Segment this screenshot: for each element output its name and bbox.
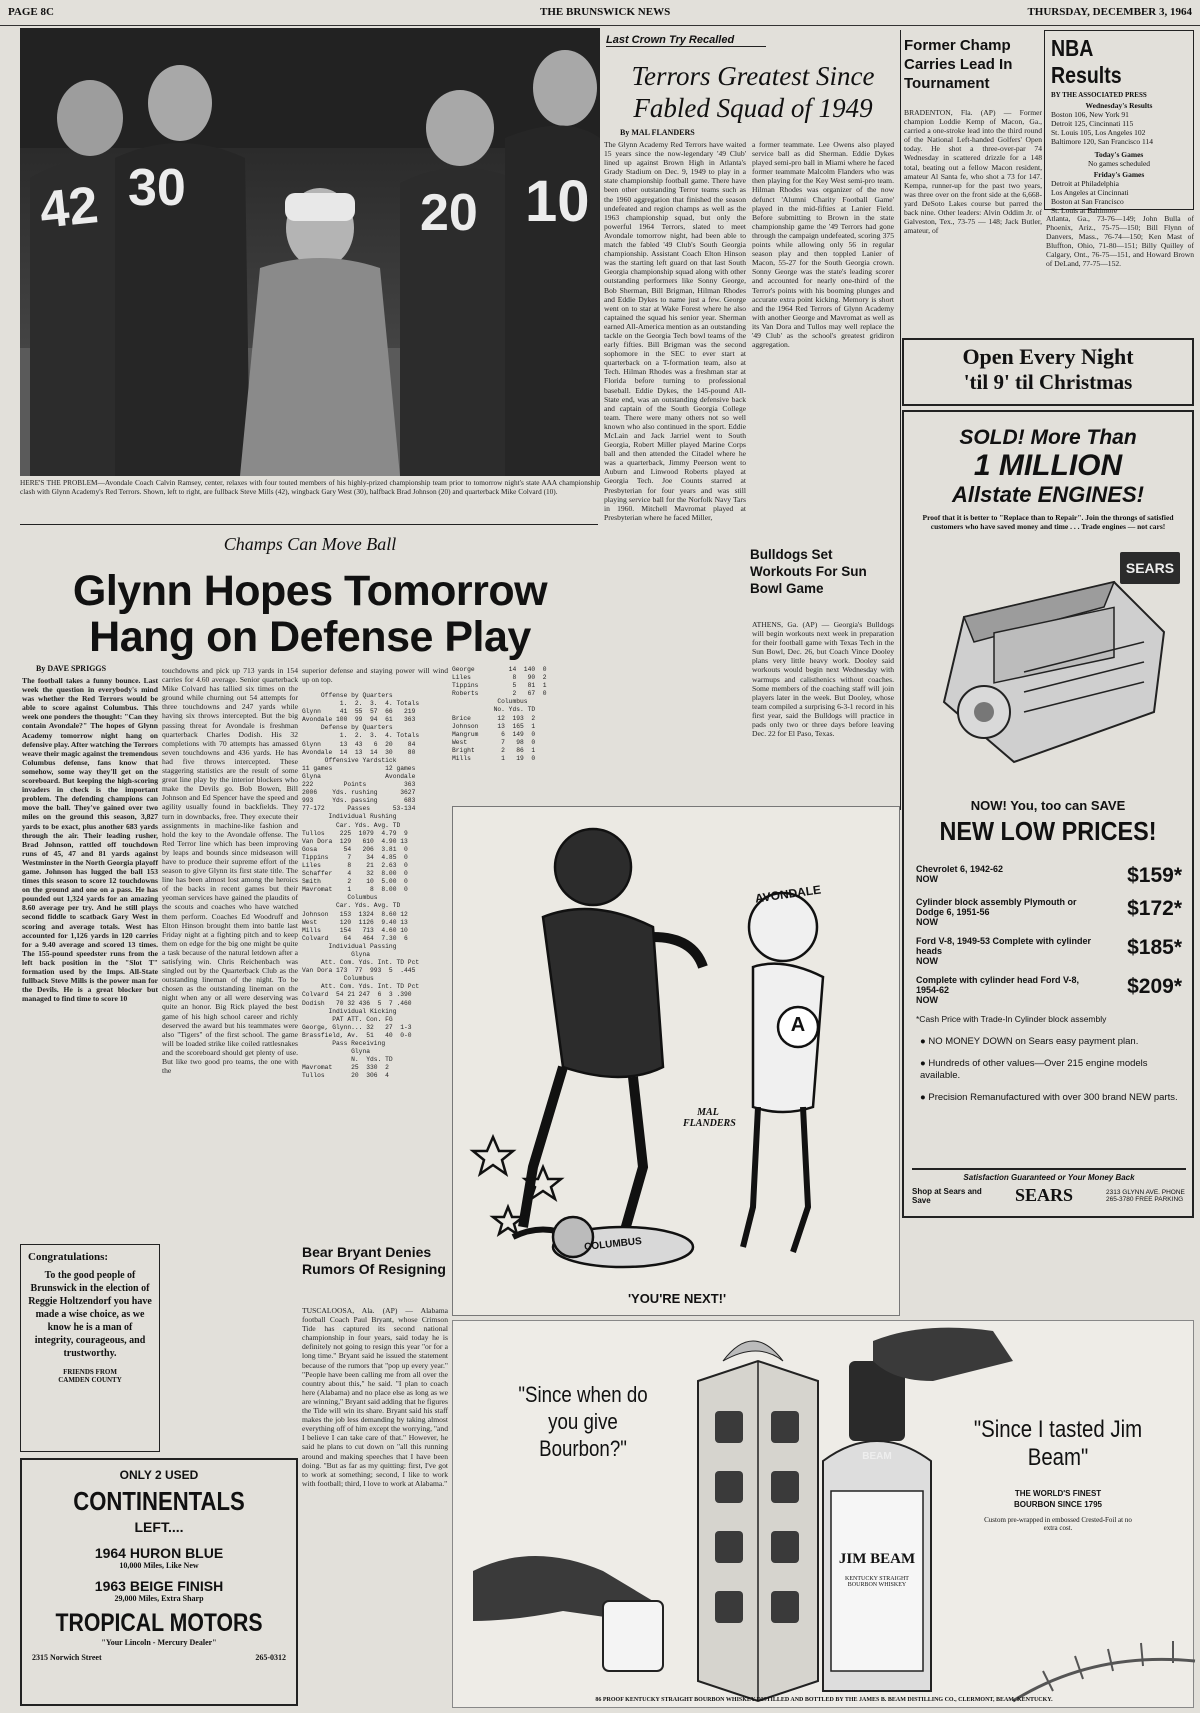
golf-continued: Atlanta, Ga., 73-76—149; John Bulla of Phoenix, Ariz., 75-75—150; Bill Flynn of Danvers, Mass., 76-74—150; Ken Mast of Bluffton, Ohio, 71-80—151; Billy Quilley of Calgary, Ont., 76-75—151, and Howard Brown of DeLand, 77-75—152.: [1046, 214, 1194, 269]
glynn-headline-line2: Hang on Defense Play: [89, 613, 531, 661]
glynn-headline-line1: Glynn Hopes Tomorrow: [72, 567, 548, 615]
nba-game: St. Louis at Baltimore: [1051, 206, 1118, 215]
beam-quote-left: "Since when do you give Bourbon?": [518, 1382, 648, 1461]
beam-label-small: KENTUCKY STRAIGHT BOURBON WHISKEY: [845, 1576, 909, 1588]
price-row: [916, 864, 1182, 888]
nba-byline: BY THE ASSOCIATED PRESS: [1051, 91, 1147, 99]
continentals-car1: 1964 HURON BLUE: [94, 1545, 224, 1561]
golf-body: BRADENTON, Fla. (AP) — Former champion Loddie Kemp of Macon, Ga., carried a one-stroke lead into the third round of the National Left-handed Golfers' Open today. He shot a three-over-par 74 Wednesday in scattered drizzle for a 148 total, beating out a fellow Macon resident, amateur Al Santa fe, who shot a 73 for 147. Kempa, runner-up for the past two years, was three over on the front side at the 6,668-yard DeSoto Lakes course but parred the back nine. Other leaders: Alvin Oddim Jr. of Galveston, Tex., 73-75 — 148; Jack Butler, amateur, of: [904, 108, 1042, 236]
beam-label-main: JIM BEAM: [838, 1551, 916, 1567]
jersey-number: 10: [525, 169, 590, 234]
nba-fri-games: [1051, 179, 1187, 215]
glynn-byline: By DAVE SPRIGGS: [36, 664, 107, 673]
cartoon-signature: MAL FLANDERS: [683, 1107, 736, 1129]
tropical-tagline: "Your Lincoln - Mercury Dealer": [101, 1638, 217, 1647]
tropical-phone: 265-0312: [255, 1653, 286, 1662]
continentals-top: ONLY 2 USED: [119, 1468, 199, 1482]
cartoon-tag-avondale: AVONDALE: [754, 882, 822, 906]
nba-today-heading: Today's Games: [1094, 150, 1144, 159]
nba-game: Detroit at Philadelphia: [1051, 179, 1119, 188]
sears-million-line: 1 MILLION: [973, 449, 1123, 482]
sears-footer: [912, 1168, 1186, 1206]
glynn-kicker: Champs Can Move Ball: [223, 534, 397, 554]
player-head: [57, 80, 123, 156]
nba-wed-results: [1051, 110, 1187, 146]
player-head: [533, 50, 597, 126]
price-row: [916, 936, 1182, 966]
beam-neck-label: BEAM: [862, 1451, 892, 1462]
player-head: [426, 90, 494, 166]
cartoon-caption: 'YOU'RE NEXT!': [627, 1291, 727, 1306]
sears-sold-line: SOLD! More Than: [959, 426, 1137, 449]
terrors-kicker: Last Crown Try Recalled: [606, 34, 766, 47]
sears-price-list: [916, 864, 1182, 1114]
jersey-number: 42: [37, 176, 101, 240]
nba-game: Los Angeles at Cincinnati: [1051, 188, 1129, 197]
nba-game: Boston at San Francisco: [1051, 197, 1124, 206]
open-ad-line2: 'til 9' til Christmas: [963, 370, 1133, 394]
price-value: $159*: [1127, 864, 1182, 887]
cartoon: [452, 806, 900, 1316]
sears-shop-at: Shop at Sears and Save: [912, 1186, 982, 1205]
open-every-night-ad: [902, 338, 1194, 406]
sears-address: 2313 GLYNN AVE. PHONE 265-3780 FREE PARKING: [1106, 1188, 1185, 1203]
continentals-title: CONTINENTALS: [73, 1486, 245, 1516]
nba-result: Baltimore 120, San Francisco 114: [1051, 137, 1153, 146]
team-photo: [20, 28, 600, 476]
congrats-body: To the good people of Brunswick in the election of Reggie Holtzendorf you have made a wise choice, as we know he is a man of integrity, courageous, and trustworthy.: [28, 1270, 152, 1359]
nba-headline: NBA Results: [1051, 35, 1122, 88]
price-value: $209*: [1127, 975, 1182, 998]
beam-footer: 86 PROOF KENTUCKY STRAIGHT BOURBON WHISKEY DISTILLED AND BOTTLED BY THE JAMES B. BEAM DISTILLING CO., CLERMONT, BEAM, KENTUCKY.: [595, 1697, 1053, 1703]
beam-sub1: THE WORLD'S FINEST: [1014, 1489, 1102, 1498]
price-value: $172*: [1127, 897, 1182, 920]
engine-illustration: [904, 562, 1196, 792]
terrors-col2: a former teammate. Lee Owens also played service ball as did Sherman. Eddie Dykes played semi-pro ball in Miami where he faced former teammate Malcolm Flanders who was then playing for the Key West semi-pro team. Hilman Rhodes was organizer of the now defunct 'Alumni Charity Football Game' played in the mid-fifties at Lanier Field. Before submitting to Brown in the state championship game the '49 Terrors had gone through the campaign undefeated, scoring 375 points while allowing only 56 in regular season play and then toppled Lanier of Macon, 55-27 for the South Georgia crown. Sonny George was the state's leading scorer and accounted for nearly one-third of the Terror's points with his booming plunges and accurate extra point kicking. Memory is short and the 1964 Red Terrors of Glynn Academy with another George and Mavromat as well as its Van Dora and Tullos may well replace the '49 Club' as the school's greatest gridiron aggregation.: [752, 140, 894, 350]
bryant-body: TUSCALOOSA, Ala. (AP) — Alabama football Coach Paul Bryant, whose Crimson Tide has captured its second national championship in four years, said today he is definitely not going to resign this year "or for a long time." Bryant said he issued the statement because of the rumors that "pop up every year." "People have been calling me from all over the country about this," he said. "I plan to coach here (Alabama) and no place else as long as we are winning," Bryant said adding that he figures the Tide will win its share. Bryant said his staff makes the job less demanding by taking almost everything off of him except the worrying, "and I believe I can take care of that." However, he said he plans to cut down on "all this running around and making speeches that I have been doing. "But as far as my quitting: first, I've got to work at something; second, I like to work with football; third, I love to work at Alabama.": [302, 1306, 448, 1488]
price-desc: Ford V-8, 1949-53 Complete with cylinder heads NOW: [916, 936, 1092, 966]
tropical-motors: TROPICAL MOTORS: [55, 1609, 263, 1637]
sears-engines-line: Allstate ENGINES!: [952, 482, 1144, 507]
sears-bullet: ● NO MONEY DOWN on Sears easy payment plan.: [920, 1036, 1139, 1047]
price-row: [916, 897, 1182, 927]
jim-beam-ad: [452, 1320, 1194, 1708]
congrats-box: [20, 1244, 160, 1452]
glynn-col2-continued: [162, 1250, 298, 1450]
issue-date: THURSDAY, DECEMBER 3, 1964: [1027, 6, 1192, 18]
nba-result: Detroit 125, Cincinnati 115: [1051, 119, 1134, 128]
sears-save-line: NOW! You, too can SAVE: [970, 798, 1126, 813]
stats-table: Offense by Quarters 1. 2. 3. 4. Totals Glynn 41 55 57 66 219 Avondale 100 99 94 61 363 Defense by Quarters 1. 2. 3. 4. Totals Glynn 13 43 6 20 84 Avondale 14 13 14 30 80 Offensive Yardstick 11 games 12 games Glyna Avondale 222 Points 363 2006 Yds. rushing 3627 993 Yds. passing 683 77-172 Passes 53-134 Individual Rushing Car. Yds. Avg. TD Tullos 225 1079 4.79 9 Van Dora 129 610 4.90 13 Gosa 54 206 3.81 0 Tippins 7 34 4.85 0 Liles 8 21 2.63 0 Schaffer 4 32 8.00 0 Smith 2 10 5.00 0 Mavromat 1 8 8.00 0 Columbus Car. Yds. Avg. TD Johnson 153 1324 8.60 12 West 120 1126 9.40 13 Mills 154 713 4.60 10 Colvard 64 464 7.30 6 Individual Passing Glyna Att. Com. Yds. Int. TD Pct Van Dora 173 77 993 5 .445 Columbus Att. Com. Yds. Int. TD Pct Colvard 54 21 247 6 3 .390 Dodish 70 32 436 5 7 .460 Individual Kicking PAT ATT. Con. FG George, Glynn... 32 27 1-3 Brassfield, Av. 51 40 0-0 Pass Receiving Glyna N. Yds. TD Mavromat 25 330 2 Tullos 20 306 4: [302, 692, 420, 1080]
price-desc: Complete with cylinder head Ford V-8, 1954-62 NOW: [916, 975, 1080, 1005]
terrors-col1: The Glynn Academy Red Terrors have waited 15 years since the now-legendary '49 Club' lined up against Brown High in Atlanta's Grady Stadium on Dec. 9, 1949 to play in a state championship football game. There have been other outstanding Terror teams such as the 1960 aggregation that finished the season undefeated and region champs as well as the 1963 championship squad, but only the powerful 1964 Terrors, slated to meet Avondale tomorrow night, had been able to match the fabled '49 Club's South Georgia championship. Assistant Coach Elton Hinson was the starting left guard on that last South Georgia championship squad along with other outstanding performers like Sonny George, Bob Sherman, Bill Brigman, Hilman Rhodes and Eddie Dykes to name just a few. George went on to star at Wake Forest where he also captained the squad his senior year. Sherman earned All-America mention as an outstanding tackle on the Georgia Tech bowl teams of the early fifties. Bill Brigman was the second sophomore in the SEC to ever start at quarterback on a T-formation team, also at Tech. Hilman Rhodes was a freshman star at Florida before turning to professional baseball. Eddie Dykes, the 145-pound All-State end, was an outstanding defensive back and captain of the South Georgia College team. There were many others not so well known who also continued in the sport. Eddie McLain and Jack Jarriel went to South Georgia, Robert Miller played Marine Corps ball and then attended the Citadel where he was a quarterback, Jimmy Peerson went to Auburn and Linwood Roberts played at Georgia Tech. Joe Counts starred at Presbyterian for four years and was still playing service ball for the Norfolk Navy Tars in 1960. Mitchell Mavromat played at Presbyterian where he faced Miller,: [604, 140, 746, 522]
photo-caption: HERE'S THE PROBLEM—Avondale Coach Calvin Ramsey, center, relaxes with four touted members of his highly-prized championship team prior to tomorrow night's state AAA championship clash with Glynn Academy's Red Terrors. Shown, left to right, are fullback Steve Mills (42), wingback Gary West (30), halfback Brad Johnson (20) and quarterback Mike Colvard (10).: [20, 478, 600, 496]
paper-name: THE BRUNSWICK NEWS: [540, 6, 671, 18]
continentals-car2: 1963 BEIGE FINISH: [94, 1578, 224, 1594]
beam-quote-right: "Since I tasted Jim Beam": [973, 1416, 1143, 1471]
price-row: [916, 975, 1182, 1005]
sears-new-low-prices: NEW LOW PRICES!: [939, 816, 1157, 846]
jersey-number: 20: [420, 184, 478, 242]
coach-body: [240, 258, 400, 476]
nba-box: [1044, 30, 1194, 215]
coach-cap: [285, 193, 355, 221]
cartoon-tag-columbus: COLUMBUS: [583, 1236, 643, 1253]
beam-illustration: [453, 1321, 1195, 1709]
price-value: $185*: [1127, 936, 1182, 959]
stats-table-continued: George 14 140 0 Liles 8 90 2 Tippins 5 81 1 Roberts 2 67 0 Columbus No. Yds. TD Brice 12 193 2 Johnson 13 165 1 Mangrum 6 149 0 West 7 98 0 Bright 2 86 1 Mills 1 19 0: [452, 666, 547, 763]
continentals-car2-sub: 29,000 Miles, Extra Sharp: [114, 1594, 204, 1603]
open-ad-line1: Open Every Night: [962, 344, 1134, 369]
sears-subtext: Proof that it is better to "Replace than to Repair". Join the throngs of satisfied customers who have saved money and time . . . Trade engines — not cars!: [922, 513, 1174, 531]
player-head: [148, 65, 212, 141]
tropical-address: 2315 Norwich Street: [32, 1653, 102, 1662]
cartoon-drawing: [453, 807, 901, 1277]
terrors-byline: By MAL FLANDERS: [620, 128, 695, 137]
bulldogs-headline: Bulldogs Set Workouts For Sun Bowl Game: [750, 547, 867, 596]
page-number: PAGE 8C: [8, 6, 54, 18]
sears-bullet: ● Hundreds of other values—Over 215 engine models available.: [920, 1058, 1148, 1081]
sears-bullet: ● Precision Remanufactured with over 300 brand NEW parts.: [920, 1092, 1178, 1103]
continentals-ad: [20, 1458, 298, 1706]
continentals-left: LEFT....: [134, 1519, 184, 1535]
cartoon-tag-a: A: [790, 1014, 806, 1036]
sears-guarantee: Satisfaction Guaranteed or Your Money Back: [963, 1173, 1135, 1182]
golf-headline: Former Champ Carries Lead In Tournament: [904, 37, 1013, 92]
masthead: [0, 0, 1200, 26]
glynn-headline: [20, 568, 600, 660]
nba-result: Boston 106, New York 91: [1051, 110, 1129, 119]
glynn-col3-intro: superior defense and staying power will wind up on top.: [302, 666, 448, 685]
bulldogs-body: ATHENS, Ga. (AP) — Georgia's Bulldogs will begin workouts next week in preparation for their football game with Texas Tech in the Sun Bowl, Dec. 26, but Coach Vince Dooley plans very little heavy work. Dooley said workouts would begin next Wednesday with warmups and calisthenics without coaches. Some members of the coaching staff will join players later in the week. But Dooley, whose team compiled a surprising 6-3-1 record in his first year, said the Bulldogs will practice in pads only two or three days before leaving Dec. 22 for El Paso, Texas.: [752, 620, 894, 739]
sears-engine-ad: [902, 410, 1194, 1218]
terrors-headline-line2: Fabled Squad of 1949: [633, 93, 873, 123]
sears-logo: SEARS: [1120, 552, 1180, 584]
glynn-col1: The football takes a funny bounce. Last week the question in everybody's mind was whether the Red Terrors would be able to score against Columbus. This week one ponders the thought: "Can they contain Avondale?" The hopes of Glynn Academy tomorrow night hang on defensive play. After watching the Terrors weave their magic against the tremendous Columbus defense, fans know that somehow, some way they'll get on the scoreboard. But keeping the high-scoring invaders in check is the important problem. The defending champions can move the ball. They've gained over two miles on the ground this season, 3,827 yards to be exact, plus another 683 yards through the air. Their leading rusher, Brad Johnson, rattled off touchdown runs of 45, 47 and 81 yards against Westminster in the North Georgia playoff game. Johnson has lugged the ball 153 times this season to score 12 touchdowns on the ground and one on a pass. He has pounded out 1,324 yards for an amazing 8.60 average per try. And he still plays second fiddle to scatback Gary West in scoring and average totals. West has accounted for 1,126 yards in 120 carries for a 9.40 average and scored 13 times. The 155-pound speedster runs from the left back position in the "Slot T" formation used by the Imps. All-State fullback Steve Mills is the power man for the Devils. He is a great blocker but managed to find time to score 10: [22, 676, 158, 1004]
price-desc: Cylinder block assembly Plymouth or Dodge 6, 1951-56 NOW: [916, 897, 1077, 927]
beam-sub2: BOURBON SINCE 1795: [1013, 1500, 1103, 1509]
beam-sub3: Custom pre-wrapped in embossed Crested-Foil at no extra cost.: [984, 1516, 1132, 1532]
nba-today-text: No games scheduled: [1087, 159, 1151, 168]
sears-logo-footer: SEARS: [1014, 1185, 1074, 1205]
nba-result: St. Louis 105, Los Angeles 102: [1051, 128, 1146, 137]
continentals-car1-sub: 10,000 Miles, Like New: [119, 1561, 199, 1570]
glynn-col2: touchdowns and pick up 713 yards in 154 carries for 4.60 average. Senior quarterback Mike Colvard has tallied six times on the ground while churning out 54 attempts for three touchdowns and 247 yards while having six throws intercepted. But the big passing threat for Avondale is freshman quarterback Charles Dodish. His 32 completions with 70 attempts has amassed seven touchdowns and 436 yards. He has had five throws intercepted. These staggering statistics are the result of some great line play by the interior blockers who make the Devils go. Bob Bowen, Bill Johnson and Ed Spencer have the speed and agility usually found in backfields. They turn in downbacks, free. They execute their assignments in machine-like fashion and hold the key to the Avondale offense. The Red Terror line which has been improving by leaps and bounds since midseason will have to produce their supreme effort of the season to give Glynn its first state title. The line has been almost lost among the heroics of the backs in recent games but their yeoman services have gained the plaudits of the scouts and coaches who have watched them perform. Coaches Ed Woodruff and Elton Hinson brought them into battle last Friday night at a fighting pitch and to keep them on edge for the big one might be quite a task because of the natural letdown after a satisfying win. Chris Reichenbach was singled out by the Quarterback Club as the outstanding lineman of the night. To be chosen as the outstanding lineman on the night when any or all were deserving was quite an honor. Big Rick played the best game of his high school career and richly deserved the award but his teammates were also "Tigers" of the first school. The game will be loaded strike like coiled rattlesnakes and the scoreboard should get plenty of use. But like two good pro teams, the one with the: [162, 666, 298, 1076]
nba-wed-heading: Wednesday's Results: [1085, 101, 1153, 110]
congrats-sign: FRIENDS FROM CAMDEN COUNTY: [58, 1368, 122, 1384]
congrats-title: Congratulations:: [28, 1251, 109, 1263]
terrors-headline: [608, 60, 898, 124]
bryant-headline: Bear Bryant Denies Rumors Of Resigning: [302, 1244, 446, 1277]
photo-figures: [20, 28, 600, 476]
jersey-number: 30: [128, 159, 186, 217]
nba-fri-heading: Friday's Games: [1093, 170, 1145, 179]
terrors-headline-line1: Terrors Greatest Since: [631, 61, 875, 91]
sears-footnote: *Cash Price with Trade-In Cylinder block assembly: [916, 1014, 1107, 1024]
price-desc: Chevrolet 6, 1942-62 NOW: [916, 864, 1004, 884]
